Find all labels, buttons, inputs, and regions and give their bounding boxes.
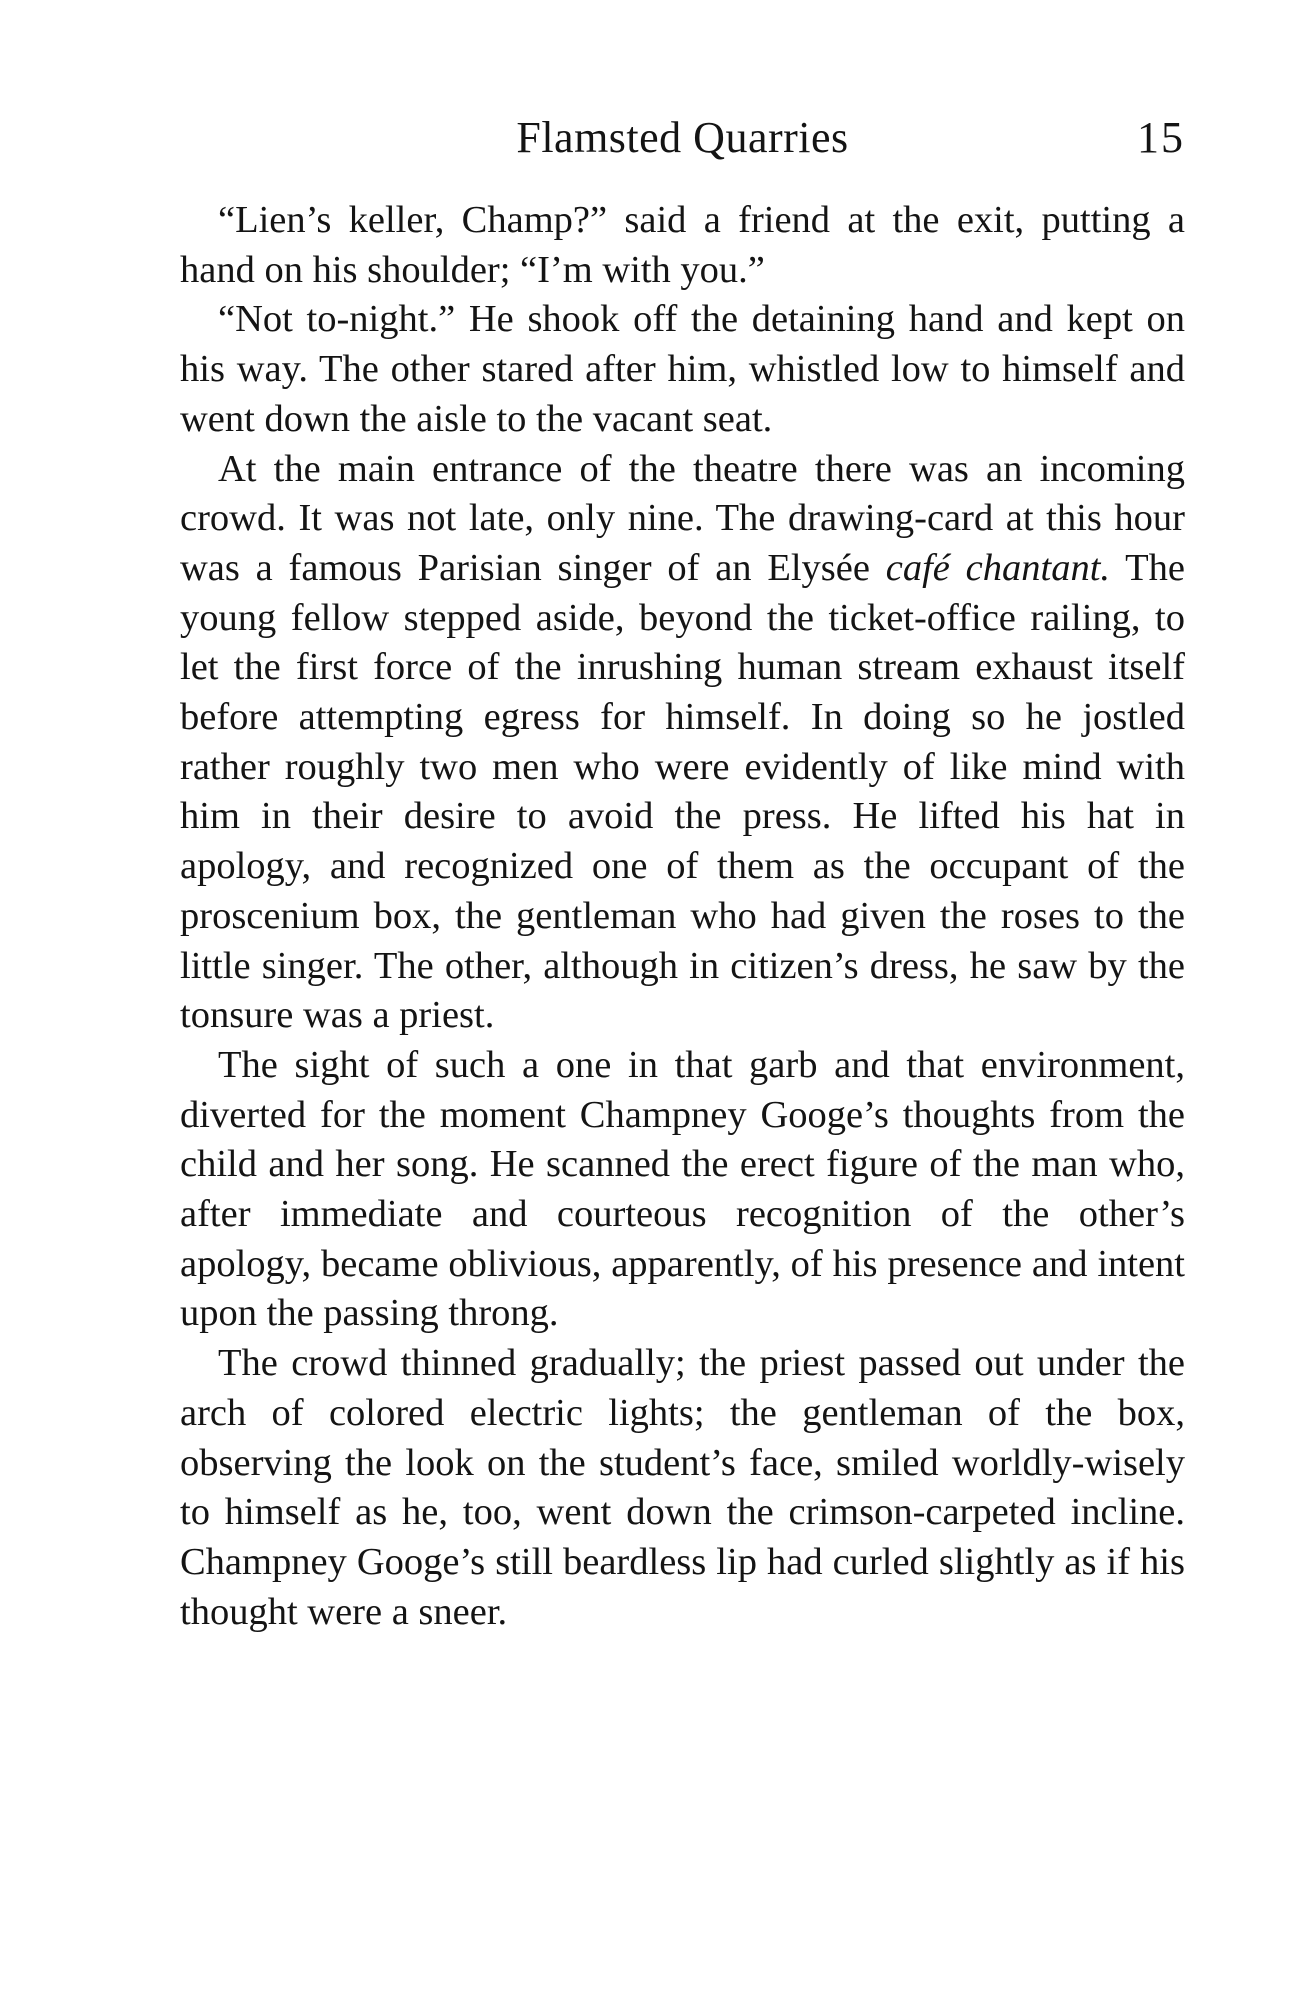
running-title: Flamsted Quarries: [516, 113, 849, 162]
paragraph: The sight of such a one in that garb and that environment, diverted for the moment Champney Googe’s thoughts from the child and her song. He scanned the erect figure of the man who, after immediate and courteous recognition of the other’s apology, became oblivious, apparently, of his presence and intent upon the passing throng.: [180, 1043, 1185, 1335]
paragraph-text: At the main entrance of the theatre there was an incoming crowd. It was not late, only nine. The drawing-card at this hour was a famous Parisian singer of an Elysée: [180, 447, 1185, 589]
page-number: 15: [1137, 113, 1185, 162]
italic-phrase: café chantant.: [885, 546, 1111, 589]
body-text: [180, 196, 1185, 1637]
paragraph: “Lien’s keller, Champ?” said a friend at the exit, putting a hand on his shoulder; “I’m with you.”: [180, 199, 1185, 291]
paragraph: [180, 445, 1185, 1041]
paragraph-text: The young fellow stepped aside, beyond the ticket-office railing, to let the first force of the inrushing human stream exhaust itself before attempting egress for himself. In doing so he jostled rather roughly two men who were evidently of like mind with him in their desire to avoid the press. He lifted his hat in apology, and recognized one of them as the occupant of the proscenium box, the gentleman who had given the roses to the little singer. The other, although in citizen’s dress, he saw by the tonsure was a priest.: [180, 546, 1185, 1037]
paragraph: The crowd thinned gradually; the priest passed out under the arch of colored electric lights; the gentleman of the box, observing the look on the student’s face, smiled worldly-wisely to himself as he, too, went down the crimson-carpeted incline. Champney Googe’s still beardless lip had curled slightly as if his thought were a sneer.: [180, 1342, 1185, 1633]
paragraph: “Not to-night.” He shook off the detaining hand and kept on his way. The other stared after him, whistled low to himself and went down the aisle to the vacant seat.: [180, 298, 1185, 440]
page-header: [180, 108, 1185, 168]
